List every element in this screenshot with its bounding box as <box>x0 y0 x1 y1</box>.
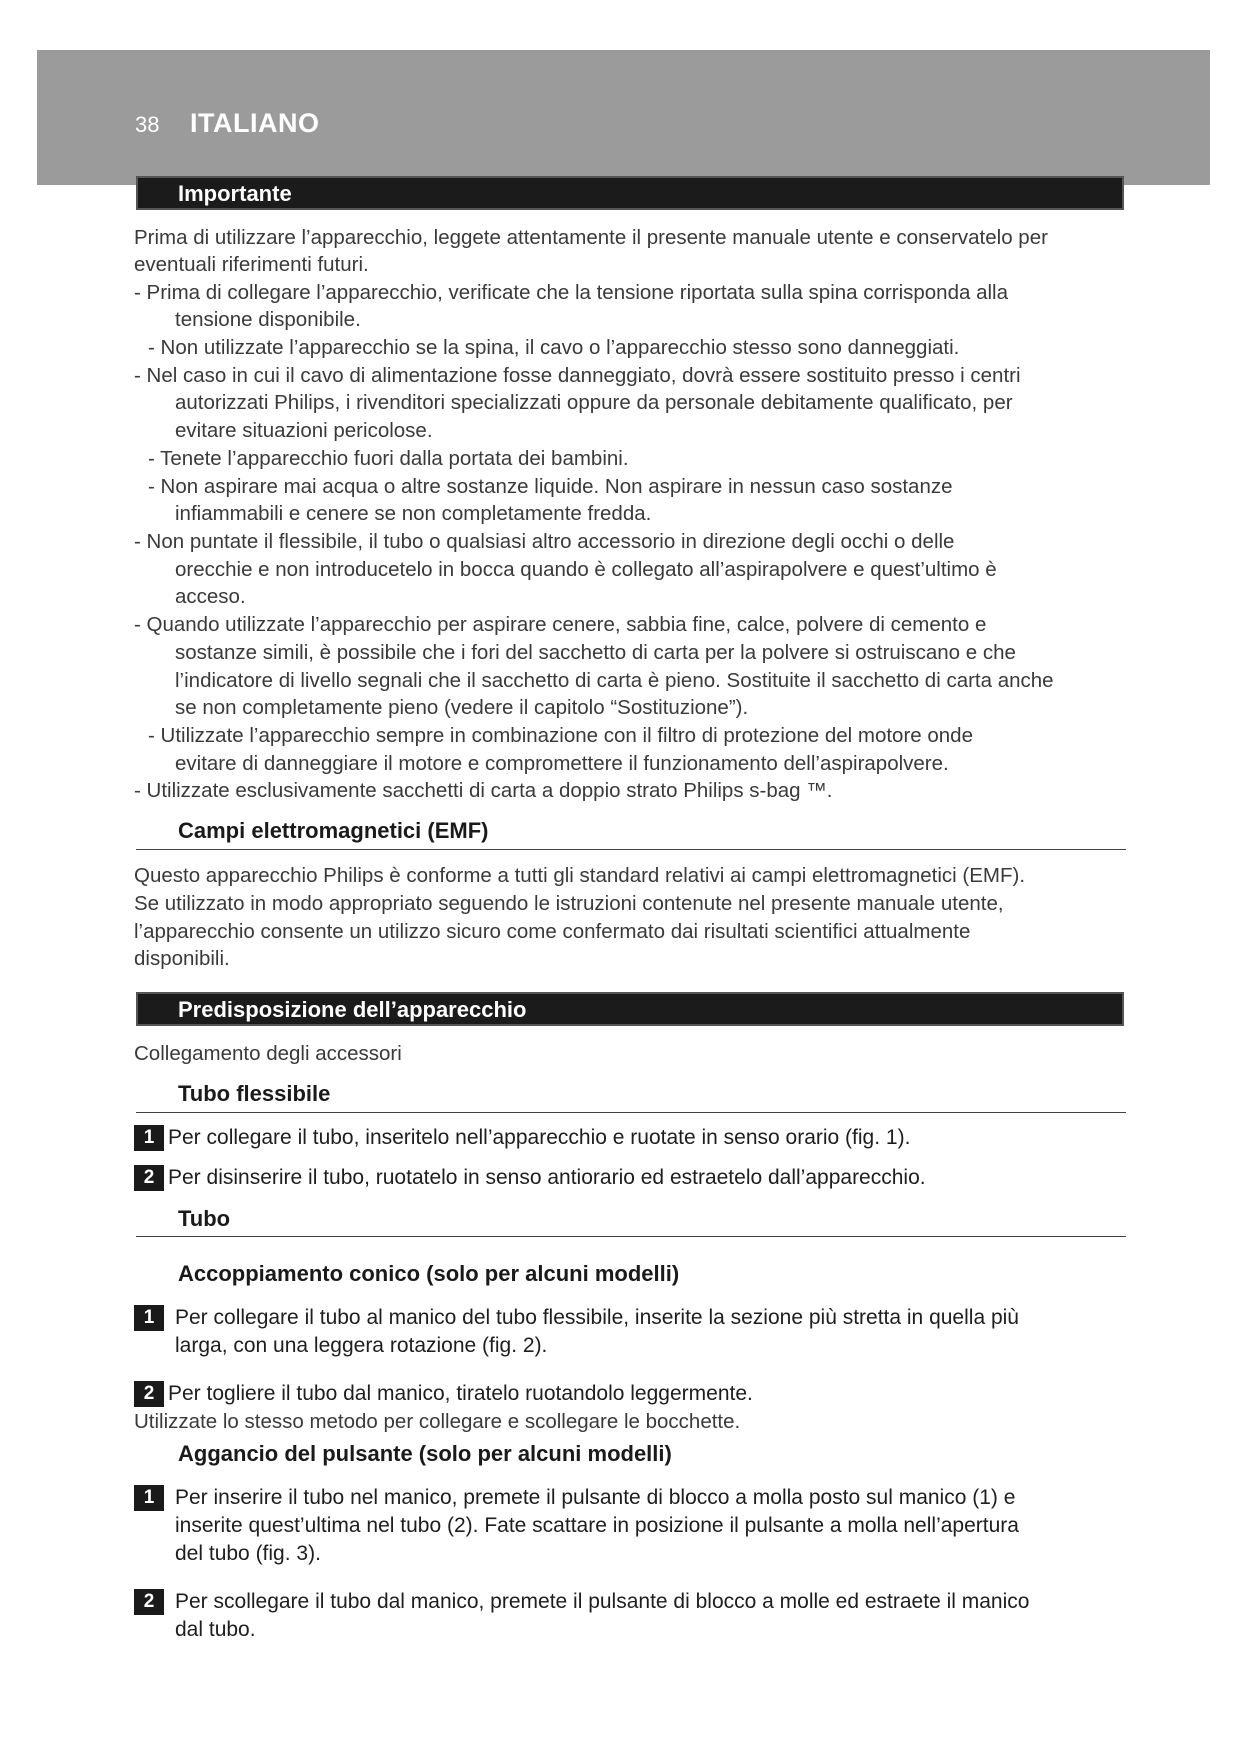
conical-step-2: Per togliere il tubo dal manico, tiratelo ruotandolo leggermente. <box>168 1382 753 1405</box>
button-step-2: Per scollegare il tubo dal manico, premete il pulsante di blocco a molle ed estraete il manico <box>175 1590 1030 1613</box>
section-bar-setup <box>136 992 1124 1026</box>
emf-heading: Campi elettromagnetici (EMF) <box>178 818 489 843</box>
step-number-badge: 1 <box>134 1485 164 1511</box>
conical-coupling-heading: Accoppiamento conico (solo per alcuni modelli) <box>178 1261 680 1286</box>
button-step-1: Per inserire il tubo nel manico, premete il pulsante di blocco a molla posto sul manico (1) e <box>175 1486 1016 1509</box>
emf-text-line: Se utilizzato in modo appropriato seguendo le istruzioni contenute nel presente manuale utente, <box>134 892 1004 915</box>
hose-step-2: Per disinserire il tubo, ruotatelo in senso antiorario ed estraetelo dall’apparecchio. <box>168 1166 926 1189</box>
divider <box>136 849 1126 850</box>
warning-item: l’indicatore di livello segnali che il sacchetto di carta è pieno. Sostituite il sacchetto di carta anche <box>175 669 1054 692</box>
hose-step-1: Per collegare il tubo, inseritelo nell’apparecchio e ruotate in senso orario (fig. 1). <box>168 1126 911 1149</box>
conical-step-1: Per collegare il tubo al manico del tubo flessibile, inserite la sezione più stretta in quella più <box>175 1306 1019 1329</box>
warning-item: - Prima di collegare l’apparecchio, verificate che la tensione riportata sulla spina corrisponda alla <box>134 281 1008 304</box>
warning-item: evitare di danneggiare il motore e compromettere il funzionamento dell’aspirapolvere. <box>175 752 949 775</box>
warning-item: tensione disponibile. <box>175 308 361 331</box>
important-intro-line: eventuali riferimenti futuri. <box>134 253 369 276</box>
warning-item: - Non aspirare mai acqua o altre sostanze liquide. Non aspirare in nessun caso sostanze <box>148 475 953 498</box>
section-title-important: Importante <box>178 181 292 206</box>
warning-item: - Quando utilizzate l’apparecchio per aspirare cenere, sabbia fine, calce, polvere di cemento e <box>134 613 987 636</box>
step-number-badge: 2 <box>134 1165 164 1191</box>
warning-item: evitare situazioni pericolose. <box>175 419 433 442</box>
important-intro-line: Prima di utilizzare l’apparecchio, leggete attentamente il presente manuale utente e conservatelo per <box>134 226 1048 249</box>
language-title: ITALIANO <box>190 108 320 138</box>
button-step-1: del tubo (fig. 3). <box>175 1542 321 1565</box>
tube-heading: Tubo <box>178 1206 231 1231</box>
warning-item: sostanze simili, è possibile che i fori del sacchetto di carta per la polvere si ostruiscano e che <box>175 641 1016 664</box>
emf-text-line: Questo apparecchio Philips è conforme a tutti gli standard relativi ai campi elettromagnetici (EMF). <box>134 864 1026 887</box>
button-coupling-heading: Aggancio del pulsante (solo per alcuni modelli) <box>178 1441 672 1466</box>
emf-text-line: disponibili. <box>134 947 230 970</box>
warning-item: se non completamente pieno (vedere il capitolo “Sostituzione”). <box>175 696 749 719</box>
setup-intro: Collegamento degli accessori <box>134 1042 402 1065</box>
step-number-badge: 1 <box>134 1125 164 1151</box>
section-title-setup: Predisposizione dell’apparecchio <box>178 997 527 1022</box>
divider <box>136 1112 1126 1113</box>
step-number-badge: 1 <box>134 1305 164 1331</box>
warning-item: - Tenete l’apparecchio fuori dalla portata dei bambini. <box>148 447 629 470</box>
warning-item: autorizzati Philips, i rivenditori specializzati oppure da personale debitamente qualificato, per <box>175 391 1013 414</box>
button-step-2: dal tubo. <box>175 1618 256 1641</box>
warning-item: acceso. <box>175 585 246 608</box>
divider <box>136 1236 1126 1237</box>
hose-heading: Tubo flessibile <box>178 1081 331 1106</box>
button-step-1: inserite quest’ultima nel tubo (2). Fate scattare in posizione il pulsante a molla nell’apertura <box>175 1514 1019 1537</box>
step-number-badge: 2 <box>134 1589 164 1615</box>
warning-item: - Nel caso in cui il cavo di alimentazione fosse danneggiato, dovrà essere sostituito presso i centri <box>134 364 1021 387</box>
conical-step-1: larga, con una leggera rotazione (fig. 2). <box>175 1334 548 1357</box>
page-number: 38 <box>135 112 160 137</box>
warning-item: orecchie e non introducetelo in bocca quando è collegato all’aspirapolvere e quest’ultimo è <box>175 558 997 581</box>
warning-item: infiammabili e cenere se non completamente fredda. <box>175 502 652 525</box>
emf-text-line: l’apparecchio consente un utilizzo sicuro come confermato dai risultati scientifici attualmente <box>134 920 971 943</box>
conical-note: Utilizzate lo stesso metodo per collegare e scollegare le bocchette. <box>134 1410 741 1433</box>
warning-item: - Utilizzate l’apparecchio sempre in combinazione con il filtro di protezione del motore onde <box>148 724 973 747</box>
step-number-badge: 2 <box>134 1381 164 1407</box>
warning-item: - Utilizzate esclusivamente sacchetti di carta a doppio strato Philips s-bag ™. <box>134 779 833 802</box>
warning-item: - Non utilizzate l’apparecchio se la spina, il cavo o l’apparecchio stesso sono danneggiati. <box>148 336 960 359</box>
section-bar-important <box>136 176 1124 210</box>
warning-item: - Non puntate il flessibile, il tubo o qualsiasi altro accessorio in direzione degli occhi o delle <box>134 530 955 553</box>
